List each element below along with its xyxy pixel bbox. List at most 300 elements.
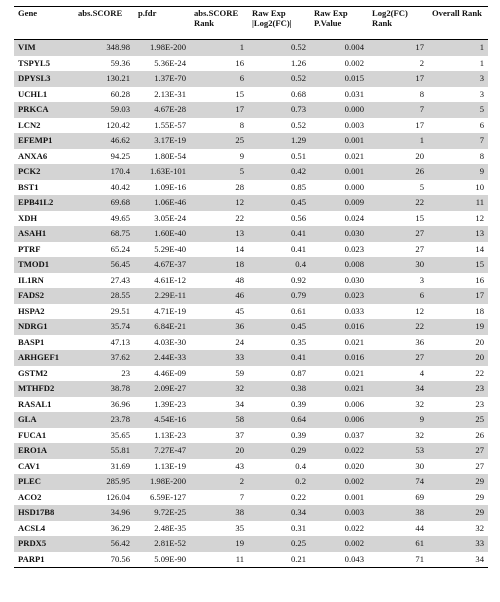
cell-abs-score: 36.96 bbox=[110, 398, 130, 409]
cell-log2fc: 0.45 bbox=[248, 195, 310, 211]
cell-p-fdr: 1.39E-23 bbox=[154, 398, 186, 409]
cell-p-fdr: 5.09E-90 bbox=[134, 552, 190, 568]
cell-gene: VIM bbox=[14, 40, 74, 56]
cell-log2fc-rank: 34 bbox=[368, 381, 428, 397]
cell-log2fc-rank: 30 bbox=[368, 257, 428, 273]
cell-gene: TSPYL5 bbox=[18, 57, 50, 68]
cell-p-fdr: 1.13E-19 bbox=[154, 460, 186, 471]
table-row bbox=[14, 319, 488, 335]
cell-overall-rank: 20 bbox=[428, 350, 488, 366]
cell-overall-rank: 23 bbox=[428, 381, 488, 397]
cell-overall-rank: 29 bbox=[475, 491, 484, 502]
cell-pvalue: 0.021 bbox=[344, 336, 364, 347]
table-row bbox=[14, 350, 488, 366]
cell-log2fc-rank: 6 bbox=[368, 288, 428, 304]
table-row bbox=[14, 133, 488, 149]
cell-log2fc-rank: 53 bbox=[368, 443, 428, 459]
cell-log2fc: 0.92 bbox=[290, 274, 306, 285]
cell-pvalue: 0.021 bbox=[344, 367, 364, 378]
cell-p-fdr: 1.55E-57 bbox=[154, 119, 186, 130]
cell-log2fc-rank: 20 bbox=[415, 150, 424, 161]
table-row bbox=[14, 87, 488, 103]
cell-gene: PTRF bbox=[18, 243, 41, 254]
table-row bbox=[14, 164, 488, 180]
cell-log2fc-rank: 5 bbox=[419, 181, 424, 192]
cell-p-fdr: 4.67E-28 bbox=[134, 102, 190, 118]
cell-p-fdr: 9.72E-25 bbox=[134, 505, 190, 521]
cell-log2fc: 0.56 bbox=[290, 212, 306, 223]
cell-abs-score: 55.81 bbox=[74, 443, 134, 459]
cell-log2fc: 0.41 bbox=[290, 243, 306, 254]
cell-abs-score-rank: 5 bbox=[190, 164, 248, 180]
cell-pvalue: 0.023 bbox=[310, 288, 368, 304]
cell-p-fdr: 2.29E-11 bbox=[134, 288, 190, 304]
cell-log2fc: 0.35 bbox=[290, 336, 306, 347]
cell-p-fdr: 5.29E-40 bbox=[154, 243, 186, 254]
cell-abs-score-rank: 34 bbox=[235, 398, 244, 409]
cell-overall-rank: 12 bbox=[475, 212, 484, 223]
cell-log2fc: 0.39 bbox=[290, 398, 306, 409]
cell-log2fc-rank: 32 bbox=[415, 398, 424, 409]
cell-abs-score-rank: 25 bbox=[190, 133, 248, 149]
cell-overall-rank: 17 bbox=[428, 288, 488, 304]
cell-overall-rank: 16 bbox=[475, 274, 484, 285]
cell-overall-rank: 23 bbox=[475, 398, 484, 409]
cell-log2fc: 0.52 bbox=[290, 119, 306, 130]
cell-abs-score-rank: 33 bbox=[190, 350, 248, 366]
cell-pvalue: 0.021 bbox=[310, 381, 368, 397]
cell-overall-rank: 27 bbox=[428, 443, 488, 459]
cell-abs-score: 68.75 bbox=[74, 226, 134, 242]
header-abs-score: abs.SCORE bbox=[74, 6, 134, 40]
table-row bbox=[14, 288, 488, 304]
cell-overall-rank: 1 bbox=[428, 40, 488, 56]
cell-gene: IL1RN bbox=[18, 274, 44, 285]
cell-log2fc: 0.22 bbox=[290, 491, 306, 502]
table-row bbox=[14, 180, 488, 196]
cell-pvalue: 0.022 bbox=[310, 443, 368, 459]
cell-log2fc-rank: 3 bbox=[419, 274, 424, 285]
cell-overall-rank: 33 bbox=[428, 536, 488, 552]
cell-gene: PRDX5 bbox=[14, 536, 74, 552]
cell-overall-rank: 27 bbox=[475, 460, 484, 471]
cell-pvalue: 0.009 bbox=[310, 195, 368, 211]
cell-pvalue: 0.021 bbox=[344, 150, 364, 161]
cell-abs-score: 40.42 bbox=[110, 181, 130, 192]
cell-overall-rank: 34 bbox=[428, 552, 488, 568]
cell-log2fc-rank: 36 bbox=[415, 336, 424, 347]
cell-abs-score-rank: 7 bbox=[239, 491, 244, 502]
cell-abs-score: 37.62 bbox=[74, 350, 134, 366]
cell-overall-rank: 1 bbox=[479, 57, 484, 68]
cell-abs-score: 285.95 bbox=[74, 474, 134, 490]
cell-log2fc: 0.31 bbox=[290, 522, 306, 533]
cell-abs-score-rank: 58 bbox=[190, 412, 248, 428]
cell-p-fdr: 4.54E-16 bbox=[134, 412, 190, 428]
header-gene: Gene bbox=[14, 6, 74, 40]
cell-abs-score: 35.74 bbox=[74, 319, 134, 335]
cell-gene: ACO2 bbox=[18, 491, 42, 502]
cell-abs-score-rank: 12 bbox=[190, 195, 248, 211]
cell-abs-score-rank: 6 bbox=[190, 71, 248, 87]
cell-abs-score: 130.21 bbox=[74, 71, 134, 87]
cell-pvalue: 0.001 bbox=[310, 133, 368, 149]
cell-log2fc: 0.38 bbox=[248, 381, 310, 397]
cell-abs-score: 28.55 bbox=[74, 288, 134, 304]
table-row bbox=[14, 521, 488, 537]
cell-gene: PLEC bbox=[14, 474, 74, 490]
cell-pvalue: 0.030 bbox=[344, 274, 364, 285]
cell-log2fc-rank: 71 bbox=[368, 552, 428, 568]
cell-gene: MTHFD2 bbox=[14, 381, 74, 397]
cell-pvalue: 0.008 bbox=[310, 257, 368, 273]
table-row bbox=[14, 195, 488, 211]
table-row bbox=[14, 118, 488, 134]
cell-log2fc-rank: 15 bbox=[415, 212, 424, 223]
cell-overall-rank: 32 bbox=[475, 522, 484, 533]
table-container bbox=[14, 6, 488, 568]
cell-p-fdr: 1.63E-101 bbox=[134, 164, 190, 180]
cell-p-fdr: 1.98E-200 bbox=[134, 40, 190, 56]
cell-abs-score-rank: 20 bbox=[190, 443, 248, 459]
cell-abs-score: 94.25 bbox=[110, 150, 130, 161]
cell-abs-score: 120.42 bbox=[106, 119, 130, 130]
cell-gene: GSTM2 bbox=[18, 367, 48, 378]
cell-pvalue: 0.015 bbox=[310, 71, 368, 87]
cell-pvalue: 0.043 bbox=[310, 552, 368, 568]
cell-abs-score: 56.42 bbox=[74, 536, 134, 552]
cell-overall-rank: 9 bbox=[428, 164, 488, 180]
cell-log2fc: 0.42 bbox=[248, 164, 310, 180]
cell-p-fdr: 4.03E-30 bbox=[154, 336, 186, 347]
cell-abs-score-rank: 18 bbox=[190, 257, 248, 273]
cell-pvalue: 0.006 bbox=[344, 398, 364, 409]
cell-log2fc: 0.52 bbox=[248, 40, 310, 56]
cell-log2fc-rank: 27 bbox=[368, 350, 428, 366]
cell-pvalue: 0.001 bbox=[344, 491, 364, 502]
cell-log2fc-rank: 74 bbox=[368, 474, 428, 490]
cell-log2fc-rank: 22 bbox=[368, 319, 428, 335]
cell-log2fc-rank: 1 bbox=[368, 133, 428, 149]
cell-p-fdr: 4.61E-12 bbox=[154, 274, 186, 285]
cell-abs-score: 35.65 bbox=[110, 429, 130, 440]
cell-gene: TMOD1 bbox=[14, 257, 74, 273]
top-rule bbox=[14, 6, 488, 7]
cell-gene: RASAL1 bbox=[18, 398, 52, 409]
cell-abs-score-rank: 16 bbox=[235, 57, 244, 68]
cell-abs-score-rank: 2 bbox=[190, 474, 248, 490]
cell-abs-score-rank: 46 bbox=[190, 288, 248, 304]
cell-log2fc-rank: 12 bbox=[415, 305, 424, 316]
cell-p-fdr: 1.13E-23 bbox=[154, 429, 186, 440]
cell-overall-rank: 19 bbox=[428, 319, 488, 335]
cell-pvalue: 0.001 bbox=[310, 164, 368, 180]
cell-log2fc: 0.52 bbox=[248, 71, 310, 87]
cell-overall-rank: 14 bbox=[475, 243, 484, 254]
cell-log2fc-rank: 9 bbox=[368, 412, 428, 428]
cell-p-fdr: 1.98E-200 bbox=[134, 474, 190, 490]
cell-log2fc-rank: 4 bbox=[419, 367, 424, 378]
cell-abs-score: 70.56 bbox=[74, 552, 134, 568]
cell-abs-score: 348.98 bbox=[74, 40, 134, 56]
cell-p-fdr: 3.17E-19 bbox=[134, 133, 190, 149]
cell-gene: PRKCA bbox=[14, 102, 74, 118]
cell-abs-score-rank: 15 bbox=[235, 88, 244, 99]
table-row bbox=[14, 40, 488, 56]
table-row bbox=[14, 226, 488, 242]
cell-p-fdr: 4.71E-19 bbox=[154, 305, 186, 316]
cell-gene: NDRG1 bbox=[14, 319, 74, 335]
cell-log2fc-rank: 8 bbox=[419, 88, 424, 99]
cell-log2fc-rank: 30 bbox=[415, 460, 424, 471]
cell-log2fc-rank: 26 bbox=[368, 164, 428, 180]
cell-gene: ASAH1 bbox=[14, 226, 74, 242]
cell-overall-rank: 13 bbox=[428, 226, 488, 242]
cell-abs-score-rank: 22 bbox=[235, 212, 244, 223]
table-row bbox=[14, 273, 488, 289]
cell-abs-score-rank: 38 bbox=[190, 505, 248, 521]
cell-p-fdr: 7.27E-47 bbox=[134, 443, 190, 459]
cell-pvalue: 0.037 bbox=[344, 429, 364, 440]
cell-log2fc-rank: 22 bbox=[368, 195, 428, 211]
cell-gene: ERO1A bbox=[14, 443, 74, 459]
cell-gene: ACSL4 bbox=[18, 522, 46, 533]
table-row bbox=[14, 304, 488, 320]
cell-overall-rank: 3 bbox=[428, 71, 488, 87]
cell-p-fdr: 2.44E-33 bbox=[134, 350, 190, 366]
cell-abs-score: 23.78 bbox=[74, 412, 134, 428]
cell-log2fc-rank: 32 bbox=[415, 429, 424, 440]
cell-log2fc-rank: 69 bbox=[415, 491, 424, 502]
cell-pvalue: 0.000 bbox=[310, 102, 368, 118]
cell-log2fc-rank: 38 bbox=[368, 505, 428, 521]
cell-log2fc: 0.41 bbox=[248, 226, 310, 242]
cell-pvalue: 0.002 bbox=[310, 536, 368, 552]
cell-pvalue: 0.022 bbox=[344, 522, 364, 533]
cell-abs-score: 23 bbox=[121, 367, 130, 378]
cell-overall-rank: 15 bbox=[428, 257, 488, 273]
cell-log2fc: 0.25 bbox=[248, 536, 310, 552]
cell-p-fdr: 2.48E-35 bbox=[154, 522, 186, 533]
cell-gene: PARP1 bbox=[14, 552, 74, 568]
cell-p-fdr: 1.37E-70 bbox=[134, 71, 190, 87]
table-row bbox=[14, 490, 488, 506]
cell-log2fc-rank: 2 bbox=[419, 57, 424, 68]
cell-log2fc-rank: 27 bbox=[415, 243, 424, 254]
cell-abs-score-rank: 9 bbox=[239, 150, 244, 161]
cell-abs-score: 59.36 bbox=[110, 57, 130, 68]
cell-overall-rank: 11 bbox=[428, 195, 488, 211]
cell-pvalue: 0.002 bbox=[310, 474, 368, 490]
table-row bbox=[14, 536, 488, 552]
cell-log2fc: 0.34 bbox=[248, 505, 310, 521]
table-row bbox=[14, 412, 488, 428]
table-header bbox=[14, 6, 488, 40]
cell-abs-score-rank: 45 bbox=[235, 305, 244, 316]
cell-p-fdr: 6.84E-21 bbox=[134, 319, 190, 335]
header-p-fdr: p.fdr bbox=[134, 6, 190, 40]
table-row bbox=[14, 381, 488, 397]
cell-pvalue: 0.000 bbox=[344, 181, 364, 192]
cell-overall-rank: 10 bbox=[475, 181, 484, 192]
cell-p-fdr: 4.67E-37 bbox=[134, 257, 190, 273]
table-row bbox=[14, 257, 488, 273]
cell-abs-score-rank: 48 bbox=[235, 274, 244, 285]
table-row bbox=[14, 211, 488, 227]
header-raw-exp-log2fc: Raw Exp |Log2(FC)| bbox=[248, 6, 310, 40]
table-row bbox=[14, 428, 488, 444]
cell-log2fc: 0.68 bbox=[290, 88, 306, 99]
cell-pvalue: 0.004 bbox=[310, 40, 368, 56]
gene-ranking-table bbox=[14, 6, 488, 568]
cell-abs-score-rank: 13 bbox=[190, 226, 248, 242]
cell-gene: EFEMP1 bbox=[14, 133, 74, 149]
table-row bbox=[14, 397, 488, 413]
cell-pvalue: 0.020 bbox=[344, 460, 364, 471]
cell-pvalue: 0.003 bbox=[310, 505, 368, 521]
table-row bbox=[14, 71, 488, 87]
cell-gene: XDH bbox=[18, 212, 38, 223]
cell-abs-score: 65.24 bbox=[110, 243, 130, 254]
table-row bbox=[14, 474, 488, 490]
cell-overall-rank: 3 bbox=[479, 88, 484, 99]
cell-log2fc-rank: 7 bbox=[368, 102, 428, 118]
table-row bbox=[14, 242, 488, 258]
cell-gene: BASP1 bbox=[18, 336, 45, 347]
table-row bbox=[14, 366, 488, 382]
header-row bbox=[14, 6, 488, 40]
cell-abs-score-rank: 35 bbox=[235, 522, 244, 533]
cell-p-fdr: 4.46E-09 bbox=[154, 367, 186, 378]
cell-abs-score-rank: 37 bbox=[235, 429, 244, 440]
cell-log2fc: 0.73 bbox=[248, 102, 310, 118]
cell-log2fc: 0.41 bbox=[248, 350, 310, 366]
cell-log2fc-rank: 44 bbox=[415, 522, 424, 533]
cell-abs-score-rank: 8 bbox=[239, 119, 244, 130]
cell-overall-rank: 20 bbox=[475, 336, 484, 347]
cell-pvalue: 0.024 bbox=[344, 212, 364, 223]
cell-abs-score: 27.43 bbox=[110, 274, 130, 285]
cell-overall-rank: 26 bbox=[475, 429, 484, 440]
cell-log2fc: 0.21 bbox=[248, 552, 310, 568]
cell-gene: FADS2 bbox=[14, 288, 74, 304]
cell-overall-rank: 5 bbox=[428, 102, 488, 118]
cell-log2fc: 0.4 bbox=[295, 460, 306, 471]
table-row bbox=[14, 335, 488, 351]
table-row bbox=[14, 552, 488, 568]
cell-p-fdr: 6.59E-127 bbox=[149, 491, 186, 502]
cell-abs-score: 59.03 bbox=[74, 102, 134, 118]
cell-p-fdr: 2.81E-52 bbox=[134, 536, 190, 552]
cell-gene: ARHGEF1 bbox=[14, 350, 74, 366]
cell-abs-score: 170.4 bbox=[74, 164, 134, 180]
cell-log2fc: 0.64 bbox=[248, 412, 310, 428]
cell-abs-score: 69.68 bbox=[74, 195, 134, 211]
cell-p-fdr: 2.13E-31 bbox=[154, 88, 186, 99]
cell-log2fc: 0.87 bbox=[290, 367, 306, 378]
cell-log2fc: 0.61 bbox=[290, 305, 306, 316]
cell-pvalue: 0.006 bbox=[310, 412, 368, 428]
cell-abs-score: 56.45 bbox=[74, 257, 134, 273]
cell-log2fc: 0.39 bbox=[290, 429, 306, 440]
cell-gene: FUCA1 bbox=[18, 429, 47, 440]
cell-pvalue: 0.016 bbox=[310, 350, 368, 366]
cell-abs-score-rank: 19 bbox=[190, 536, 248, 552]
cell-abs-score: 47.13 bbox=[110, 336, 130, 347]
cell-log2fc-rank: 17 bbox=[415, 119, 424, 130]
cell-abs-score-rank: 43 bbox=[235, 460, 244, 471]
cell-overall-rank: 6 bbox=[479, 119, 484, 130]
cell-p-fdr: 1.60E-40 bbox=[134, 226, 190, 242]
cell-abs-score: 34.96 bbox=[74, 505, 134, 521]
cell-abs-score: 46.62 bbox=[74, 133, 134, 149]
cell-gene: ANXA6 bbox=[18, 150, 48, 161]
cell-log2fc: 0.2 bbox=[248, 474, 310, 490]
cell-overall-rank: 8 bbox=[479, 150, 484, 161]
cell-gene: PCK2 bbox=[14, 164, 74, 180]
cell-log2fc: 1.26 bbox=[290, 57, 306, 68]
cell-abs-score-rank: 1 bbox=[190, 40, 248, 56]
cell-abs-score: 49.65 bbox=[110, 212, 130, 223]
cell-log2fc-rank: 17 bbox=[368, 40, 428, 56]
cell-gene: CAV1 bbox=[18, 460, 40, 471]
cell-gene: DPYSL3 bbox=[14, 71, 74, 87]
cell-overall-rank: 25 bbox=[428, 412, 488, 428]
cell-abs-score-rank: 17 bbox=[190, 102, 248, 118]
header-abs-score-rank: abs.SCORE Rank bbox=[190, 6, 248, 40]
cell-abs-score: 29.51 bbox=[110, 305, 130, 316]
cell-log2fc: 0.4 bbox=[248, 257, 310, 273]
header-overall-rank: Overall Rank bbox=[428, 6, 488, 40]
table-row bbox=[14, 459, 488, 475]
cell-abs-score-rank: 14 bbox=[235, 243, 244, 254]
cell-abs-score-rank: 28 bbox=[235, 181, 244, 192]
cell-log2fc: 0.45 bbox=[248, 319, 310, 335]
header-log2fc-rank: Log2(FC) Rank bbox=[368, 6, 428, 40]
cell-p-fdr: 3.05E-24 bbox=[154, 212, 186, 223]
cell-log2fc: 0.85 bbox=[290, 181, 306, 192]
cell-p-fdr: 1.80E-54 bbox=[154, 150, 186, 161]
cell-pvalue: 0.031 bbox=[344, 88, 364, 99]
cell-log2fc-rank: 17 bbox=[368, 71, 428, 87]
table-row bbox=[14, 102, 488, 118]
table-row bbox=[14, 149, 488, 165]
table-row bbox=[14, 505, 488, 521]
cell-abs-score: 31.69 bbox=[110, 460, 130, 471]
cell-overall-rank: 18 bbox=[475, 305, 484, 316]
cell-abs-score-rank: 32 bbox=[190, 381, 248, 397]
cell-overall-rank: 29 bbox=[428, 505, 488, 521]
cell-gene: HSPA2 bbox=[18, 305, 45, 316]
cell-abs-score-rank: 11 bbox=[190, 552, 248, 568]
cell-gene: GLA bbox=[14, 412, 74, 428]
cell-abs-score: 126.04 bbox=[106, 491, 130, 502]
cell-pvalue: 0.016 bbox=[310, 319, 368, 335]
table-row bbox=[14, 56, 488, 72]
cell-log2fc-rank: 27 bbox=[368, 226, 428, 242]
cell-log2fc: 0.79 bbox=[248, 288, 310, 304]
cell-abs-score: 36.29 bbox=[110, 522, 130, 533]
cell-log2fc: 0.29 bbox=[248, 443, 310, 459]
cell-pvalue: 0.033 bbox=[344, 305, 364, 316]
table-row bbox=[14, 443, 488, 459]
cell-overall-rank: 7 bbox=[428, 133, 488, 149]
cell-gene: BST1 bbox=[18, 181, 39, 192]
cell-abs-score-rank: 59 bbox=[235, 367, 244, 378]
cell-p-fdr: 2.09E-27 bbox=[134, 381, 190, 397]
cell-pvalue: 0.003 bbox=[344, 119, 364, 130]
cell-pvalue: 0.023 bbox=[344, 243, 364, 254]
